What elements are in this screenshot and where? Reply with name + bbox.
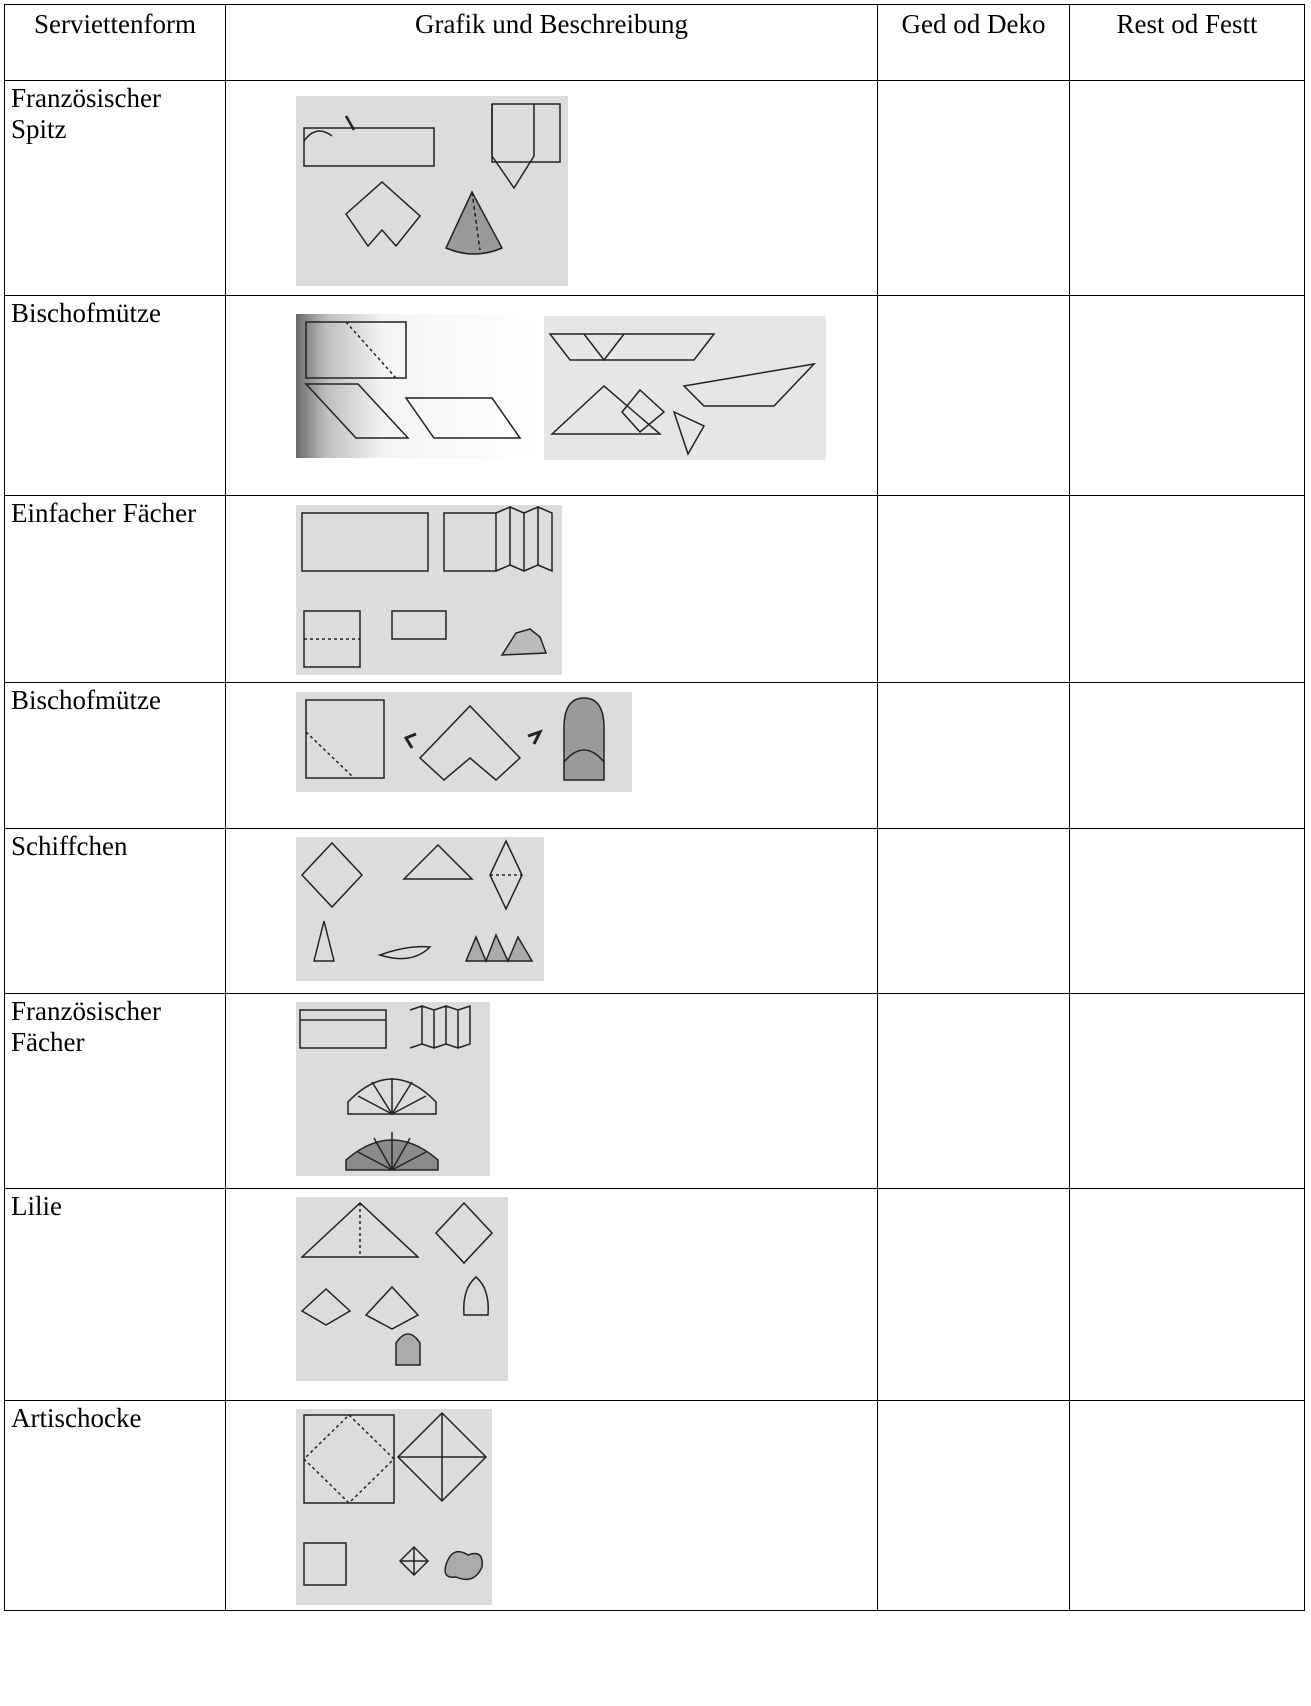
table-row bbox=[5, 81, 1305, 296]
fest-cell bbox=[1070, 81, 1305, 296]
deko-cell bbox=[878, 683, 1070, 829]
header-fest: Rest od Festt bbox=[1070, 5, 1305, 81]
deko-cell bbox=[878, 829, 1070, 994]
deko-cell bbox=[878, 994, 1070, 1189]
graphic-cell bbox=[226, 683, 878, 829]
table-row bbox=[5, 829, 1305, 994]
deko-cell bbox=[878, 1401, 1070, 1611]
folding-diagram-image bbox=[296, 96, 568, 286]
fest-cell bbox=[1070, 1401, 1305, 1611]
fest-cell bbox=[1070, 296, 1305, 496]
napkin-folding-table bbox=[4, 4, 1305, 1611]
table-header-row bbox=[5, 5, 1305, 81]
header-grafik: Grafik und Beschreibung bbox=[226, 5, 878, 81]
graphic-cell bbox=[226, 829, 878, 994]
row-name: Lilie bbox=[5, 1189, 226, 1401]
fest-cell bbox=[1070, 683, 1305, 829]
graphic-cell bbox=[226, 496, 878, 683]
row-name: Einfacher Fächer bbox=[5, 496, 226, 683]
table-row bbox=[5, 994, 1305, 1189]
folding-diagram-image bbox=[544, 316, 826, 460]
graphic-cell bbox=[226, 1189, 878, 1401]
deko-cell bbox=[878, 496, 1070, 683]
fest-cell bbox=[1070, 829, 1305, 994]
folding-diagram-image bbox=[296, 505, 562, 675]
row-name: Schiffchen bbox=[5, 829, 226, 994]
folding-diagram-image bbox=[296, 1002, 490, 1176]
graphic-cell bbox=[226, 81, 878, 296]
row-name: Bischofmütze bbox=[5, 683, 226, 829]
folding-diagram-image bbox=[296, 1197, 508, 1381]
row-name: Französischer Spitz bbox=[5, 81, 226, 296]
row-name: Bischofmütze bbox=[5, 296, 226, 496]
graphic-cell bbox=[226, 994, 878, 1189]
deko-cell bbox=[878, 296, 1070, 496]
table-row bbox=[5, 1189, 1305, 1401]
deko-cell bbox=[878, 81, 1070, 296]
folding-diagram-image bbox=[296, 837, 544, 981]
row-name: Artischocke bbox=[5, 1401, 226, 1611]
row-name: Französischer Fächer bbox=[5, 994, 226, 1189]
graphic-cell bbox=[226, 1401, 878, 1611]
folding-diagram-image bbox=[296, 692, 632, 792]
folding-diagram-image bbox=[296, 1409, 492, 1605]
fest-cell bbox=[1070, 1189, 1305, 1401]
folding-diagram-image bbox=[296, 314, 544, 458]
deko-cell bbox=[878, 1189, 1070, 1401]
header-serviettenform: Serviettenform bbox=[5, 5, 226, 81]
graphic-cell bbox=[226, 296, 878, 496]
header-deko: Ged od Deko bbox=[878, 5, 1070, 81]
fest-cell bbox=[1070, 496, 1305, 683]
table-row bbox=[5, 1401, 1305, 1611]
table-row bbox=[5, 683, 1305, 829]
table-row bbox=[5, 496, 1305, 683]
table-row bbox=[5, 296, 1305, 496]
fest-cell bbox=[1070, 994, 1305, 1189]
